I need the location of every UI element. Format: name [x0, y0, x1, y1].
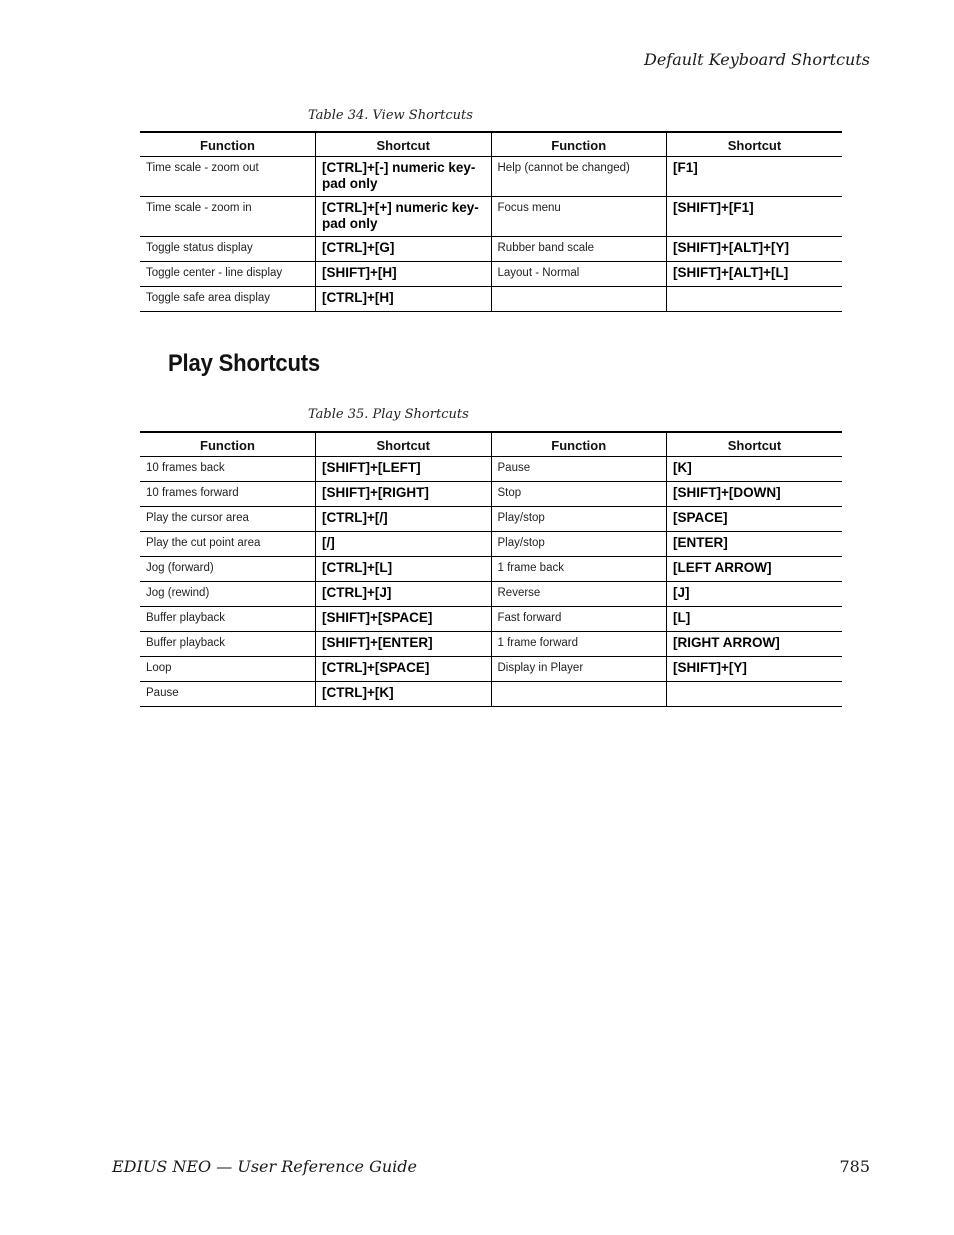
shortcut-cell: [J] — [667, 582, 843, 607]
function-cell: Help (cannot be changed) — [491, 157, 667, 197]
column-header-function: Function — [140, 132, 316, 157]
shortcut-cell: [SHIFT]+[LEFT] — [316, 457, 492, 482]
shortcut-cell: [CTRL]+[-] numeric key-pad only — [316, 157, 492, 197]
table-row — [140, 482, 842, 507]
shortcut-cell: [SHIFT]+[ALT]+[L] — [667, 262, 843, 287]
column-header-shortcut: Shortcut — [316, 132, 492, 157]
function-cell: Time scale - zoom in — [140, 197, 316, 237]
footer-page-number: 785 — [839, 1157, 870, 1176]
shortcut-cell: [SPACE] — [667, 507, 843, 532]
function-cell: Loop — [140, 657, 316, 682]
table-row — [140, 157, 842, 197]
table-row — [140, 657, 842, 682]
shortcut-cell — [667, 287, 843, 312]
function-cell: 10 frames forward — [140, 482, 316, 507]
function-cell: Reverse — [491, 582, 667, 607]
shortcut-cell: [SHIFT]+[ENTER] — [316, 632, 492, 657]
shortcut-cell: [F1] — [667, 157, 843, 197]
table-header-row — [140, 132, 842, 157]
column-header-function: Function — [491, 432, 667, 457]
function-cell: Buffer playback — [140, 607, 316, 632]
play-shortcuts-table — [140, 431, 842, 707]
function-cell: Pause — [140, 682, 316, 707]
shortcut-cell — [667, 682, 843, 707]
table-row — [140, 582, 842, 607]
table-caption-play: Table 35. Play Shortcuts — [308, 407, 469, 422]
function-cell: Focus menu — [491, 197, 667, 237]
shortcut-cell: [SHIFT]+[DOWN] — [667, 482, 843, 507]
column-header-function: Function — [140, 432, 316, 457]
function-cell: Play the cursor area — [140, 507, 316, 532]
function-cell: Play/stop — [491, 532, 667, 557]
section-title-play-shortcuts: Play Shortcuts — [168, 350, 321, 377]
column-header-shortcut: Shortcut — [667, 432, 843, 457]
table-row — [140, 682, 842, 707]
shortcut-cell: [ENTER] — [667, 532, 843, 557]
shortcut-cell: [CTRL]+[SPACE] — [316, 657, 492, 682]
function-cell — [491, 682, 667, 707]
shortcut-cell: [SHIFT]+[SPACE] — [316, 607, 492, 632]
table-row — [140, 632, 842, 657]
function-cell: Jog (forward) — [140, 557, 316, 582]
view-shortcuts-table — [140, 131, 842, 312]
function-cell: Fast forward — [491, 607, 667, 632]
function-cell: Toggle center - line display — [140, 262, 316, 287]
view-table-body — [140, 157, 842, 312]
function-cell: Pause — [491, 457, 667, 482]
shortcut-cell: [CTRL]+[/] — [316, 507, 492, 532]
shortcut-cell: [SHIFT]+[ALT]+[Y] — [667, 237, 843, 262]
function-cell: Time scale - zoom out — [140, 157, 316, 197]
shortcut-cell: [CTRL]+[J] — [316, 582, 492, 607]
shortcut-cell: [/] — [316, 532, 492, 557]
table-row — [140, 237, 842, 262]
shortcut-cell: [SHIFT]+[F1] — [667, 197, 843, 237]
function-cell: Play/stop — [491, 507, 667, 532]
shortcut-cell: [CTRL]+[K] — [316, 682, 492, 707]
function-cell: Display in Player — [491, 657, 667, 682]
function-cell — [491, 287, 667, 312]
function-cell: Toggle safe area display — [140, 287, 316, 312]
function-cell: 1 frame forward — [491, 632, 667, 657]
function-cell: Rubber band scale — [491, 237, 667, 262]
table-row — [140, 532, 842, 557]
function-cell: Jog (rewind) — [140, 582, 316, 607]
table-caption-view: Table 34. View Shortcuts — [308, 108, 473, 123]
shortcut-cell: [SHIFT]+[RIGHT] — [316, 482, 492, 507]
table-row — [140, 457, 842, 482]
shortcut-cell: [SHIFT]+[H] — [316, 262, 492, 287]
column-header-function: Function — [491, 132, 667, 157]
column-header-shortcut: Shortcut — [667, 132, 843, 157]
table-header-row — [140, 432, 842, 457]
shortcut-cell: [CTRL]+[H] — [316, 287, 492, 312]
shortcut-cell: [CTRL]+[G] — [316, 237, 492, 262]
shortcut-cell: [L] — [667, 607, 843, 632]
shortcut-cell: [RIGHT ARROW] — [667, 632, 843, 657]
function-cell: Play the cut point area — [140, 532, 316, 557]
function-cell: Layout - Normal — [491, 262, 667, 287]
table-row — [140, 507, 842, 532]
shortcut-cell: [SHIFT]+[Y] — [667, 657, 843, 682]
function-cell: 1 frame back — [491, 557, 667, 582]
running-header-title: Default Keyboard Shortcuts — [644, 50, 870, 69]
play-table-body — [140, 457, 842, 707]
footer-book-title: EDIUS NEO — User Reference Guide — [112, 1157, 417, 1176]
shortcut-cell: [CTRL]+[+] numeric key-pad only — [316, 197, 492, 237]
table-row — [140, 197, 842, 237]
table-row — [140, 557, 842, 582]
function-cell: Toggle status display — [140, 237, 316, 262]
function-cell: Stop — [491, 482, 667, 507]
table-row — [140, 607, 842, 632]
function-cell: 10 frames back — [140, 457, 316, 482]
shortcut-cell: [LEFT ARROW] — [667, 557, 843, 582]
shortcut-cell: [CTRL]+[L] — [316, 557, 492, 582]
function-cell: Buffer playback — [140, 632, 316, 657]
table-row — [140, 262, 842, 287]
shortcut-cell: [K] — [667, 457, 843, 482]
table-row — [140, 287, 842, 312]
column-header-shortcut: Shortcut — [316, 432, 492, 457]
